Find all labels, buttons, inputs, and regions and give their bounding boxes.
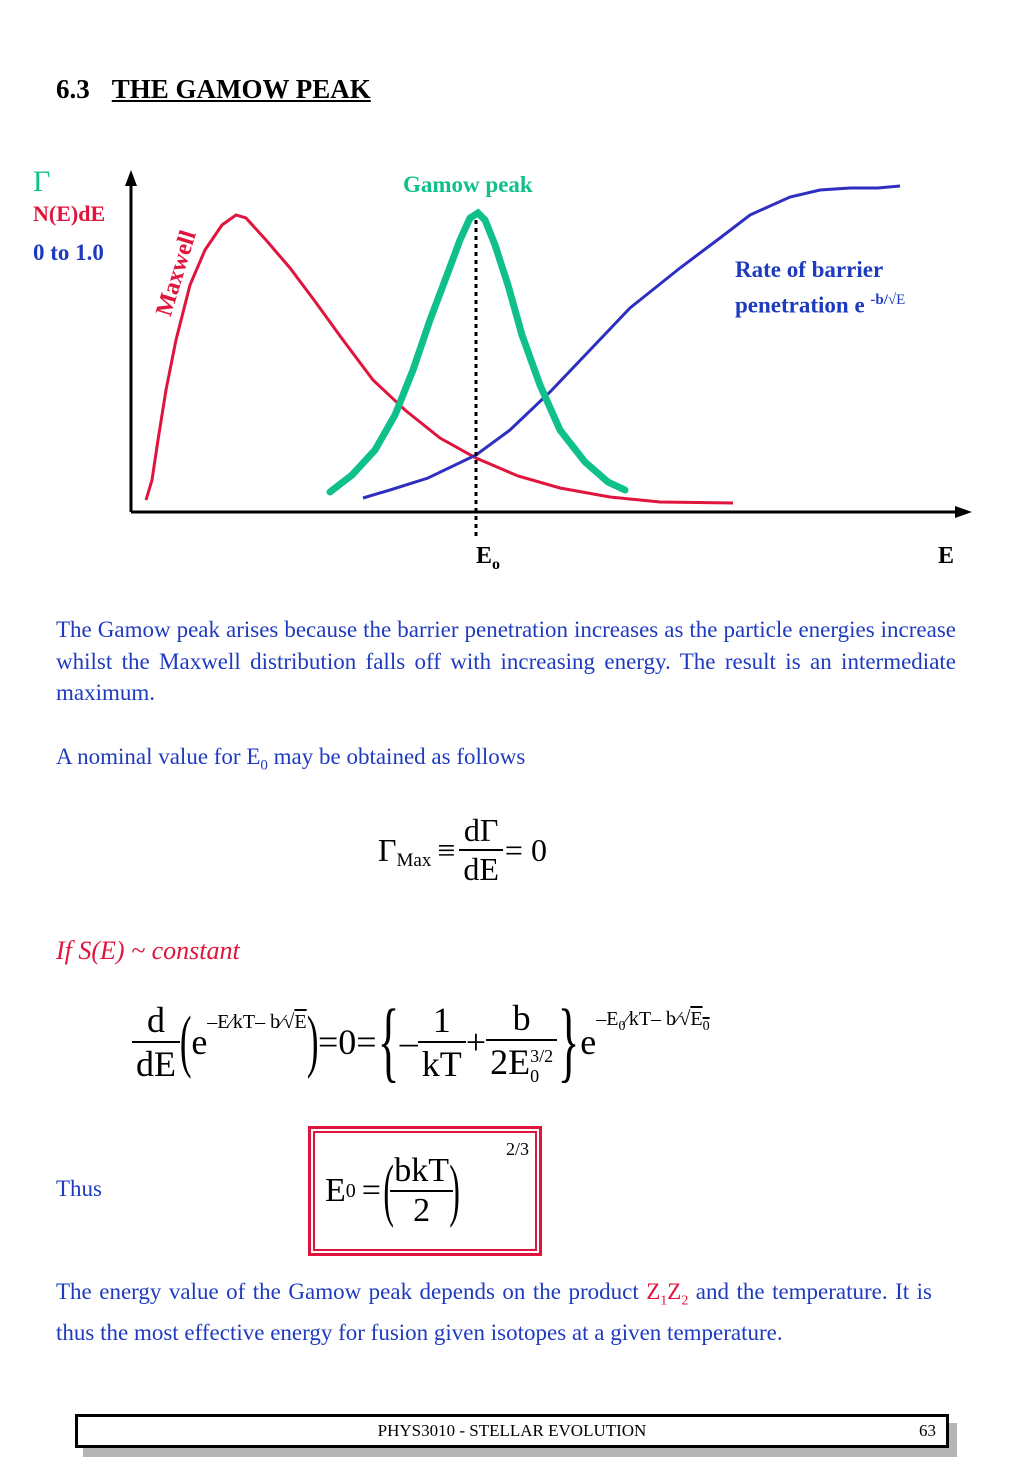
e0-label-sub: o (492, 555, 501, 573)
e0-label-e: E (476, 543, 493, 569)
barrier-label-text: penetration e (735, 292, 865, 318)
eq2-right-brace: } (557, 992, 580, 1091)
barrier-exponent-sqrt: √E (887, 292, 906, 308)
eq2-one: 1 (432, 999, 451, 1040)
result-power: 2/3 (505, 1139, 529, 1159)
eq2-exp2-e-sub: 0 (618, 1019, 626, 1034)
footer-title: PHYS3010 - STELLAR EVOLUTION (377, 1421, 647, 1440)
maxwell-label: Maxwell (151, 227, 202, 320)
result-sub: 0 (345, 1179, 356, 1202)
eq2-exp2-sqrt-sub: 0 (702, 1019, 710, 1034)
eq2-exp2-b: b (666, 1008, 677, 1030)
nominal-sub: 0 (260, 757, 268, 774)
nominal-rest: may be obtained as follows (267, 744, 526, 769)
paragraph-energy-value (56, 1276, 932, 1349)
z2: Z (667, 1279, 682, 1304)
footer-page-number: 63 (919, 1421, 936, 1440)
barrier-curve (363, 186, 900, 498)
gamow-peak-graph (0, 150, 1024, 590)
eq2-b-over-2e0 (486, 997, 557, 1086)
eq1-rhs: = 0 (504, 831, 547, 868)
y-range-label: 0 to 1.0 (33, 240, 104, 265)
section-title (56, 74, 371, 105)
result-e: E (325, 1172, 346, 1209)
eq2-d-de (132, 999, 180, 1085)
energy-text-2: and the temperature. It is thus the most effective energy for fusion given isotopes at a given temperature. (56, 1279, 932, 1346)
barrier-label-line1: Rate of barrier (735, 257, 884, 282)
paragraph-nominal-value (56, 741, 956, 782)
eq2-equals-zero: =0= (317, 1021, 377, 1062)
eq2-de: dE (136, 1043, 176, 1084)
z1-sub: 1 (660, 1293, 668, 1309)
eq2-exp2-kt: kT (628, 1008, 652, 1030)
eq1-denominator: dE (463, 851, 499, 887)
result-box (308, 1126, 542, 1256)
equation-gamma-max (378, 812, 547, 888)
eq2-right-paren: ) (306, 1002, 319, 1080)
z1: Z (646, 1279, 661, 1304)
eq2-2e0 (486, 1041, 557, 1086)
footer-bar (75, 1414, 949, 1448)
thus-label: Thus (56, 1176, 102, 1201)
eq2-zero-sub: 0 (530, 1065, 540, 1086)
eq2-exp-e: E (217, 1011, 230, 1033)
nominal-text: A nominal value for E (56, 744, 261, 769)
z1z2 (646, 1279, 689, 1309)
eq2-left-brace: { (377, 992, 399, 1091)
x-axis-arrow (955, 506, 972, 518)
eq2-exp2-e: E (606, 1008, 619, 1030)
energy-text-1: The energy value of the Gamow peak depends on the product (56, 1279, 647, 1304)
eq2-d: d (147, 999, 165, 1040)
result-denominator: 2 (413, 1192, 431, 1229)
eq1-equiv: ≡ (437, 831, 456, 868)
equation-derivative (132, 990, 710, 1093)
paragraph-explanation: The Gamow peak arises because the barrier penetration increases as the particle energies increase whilst the Maxwell distribution falls off with increasing energy. The result is an intermediate maximum. (56, 617, 956, 705)
barrier-exponent-text: -b/ (870, 292, 888, 308)
eq2-kt: kT (421, 1043, 462, 1084)
eq2-b: b (512, 998, 531, 1039)
gamma-axis-label: Γ (33, 165, 51, 198)
result-right-paren: ) (449, 1152, 460, 1229)
e0-label (476, 543, 500, 574)
y-axis-arrow (125, 170, 137, 186)
eq2-exp-b: b (270, 1011, 281, 1033)
e-axis-label: E (938, 543, 955, 569)
gamow-peak-label: Gamow peak (403, 172, 533, 197)
nede-axis-label: N(E)dE (33, 201, 106, 226)
eq2-exp-kt: kT (232, 1011, 256, 1033)
condition-text: If S(E) ~ constant (56, 936, 240, 965)
barrier-exponent (870, 292, 905, 308)
eq2-exp2-sqrt-e: E (690, 1008, 703, 1030)
result-numerator: bkT (394, 1152, 450, 1189)
barrier-label-line2 (735, 292, 905, 319)
eq2-e2: e (580, 1021, 597, 1062)
eq2-exponent: –E⁄kT– b⁄√E (207, 1011, 307, 1033)
eq2-exp-sqrt-e: E (294, 1011, 307, 1033)
eq2-three-half: 3/2 (530, 1045, 554, 1066)
eq2-plus: + (465, 1021, 487, 1062)
eq2-left-paren: ( (179, 1002, 192, 1080)
eq2-exp2-sqrt-e0 (690, 1008, 710, 1034)
maxwell-curve (146, 215, 733, 503)
result-fraction (390, 1152, 453, 1230)
eq2-e: e (191, 1021, 208, 1062)
eq2-minus: – (399, 1021, 418, 1062)
eq1-numerator: dΓ (463, 812, 499, 848)
result-equals: = (361, 1172, 381, 1209)
section-number: 6.3 (56, 74, 90, 104)
eq1-gamma: Γ (378, 831, 397, 868)
result-left-paren: ( (383, 1152, 394, 1229)
eq1-sub-max: Max (396, 850, 432, 871)
eq2-2e0-scripts (530, 1046, 553, 1086)
eq1-fraction (459, 812, 503, 888)
z2-sub: 2 (681, 1293, 689, 1309)
section-heading: THE GAMOW PEAK (111, 74, 371, 104)
eq2-one-over-kt (418, 999, 466, 1085)
eq2-exponent2: $-E_0⁄kT-$ $b⁄√E_0$ (596, 1008, 710, 1034)
eq2-2e: 2E (490, 1042, 531, 1083)
result-box-inner (313, 1131, 537, 1251)
